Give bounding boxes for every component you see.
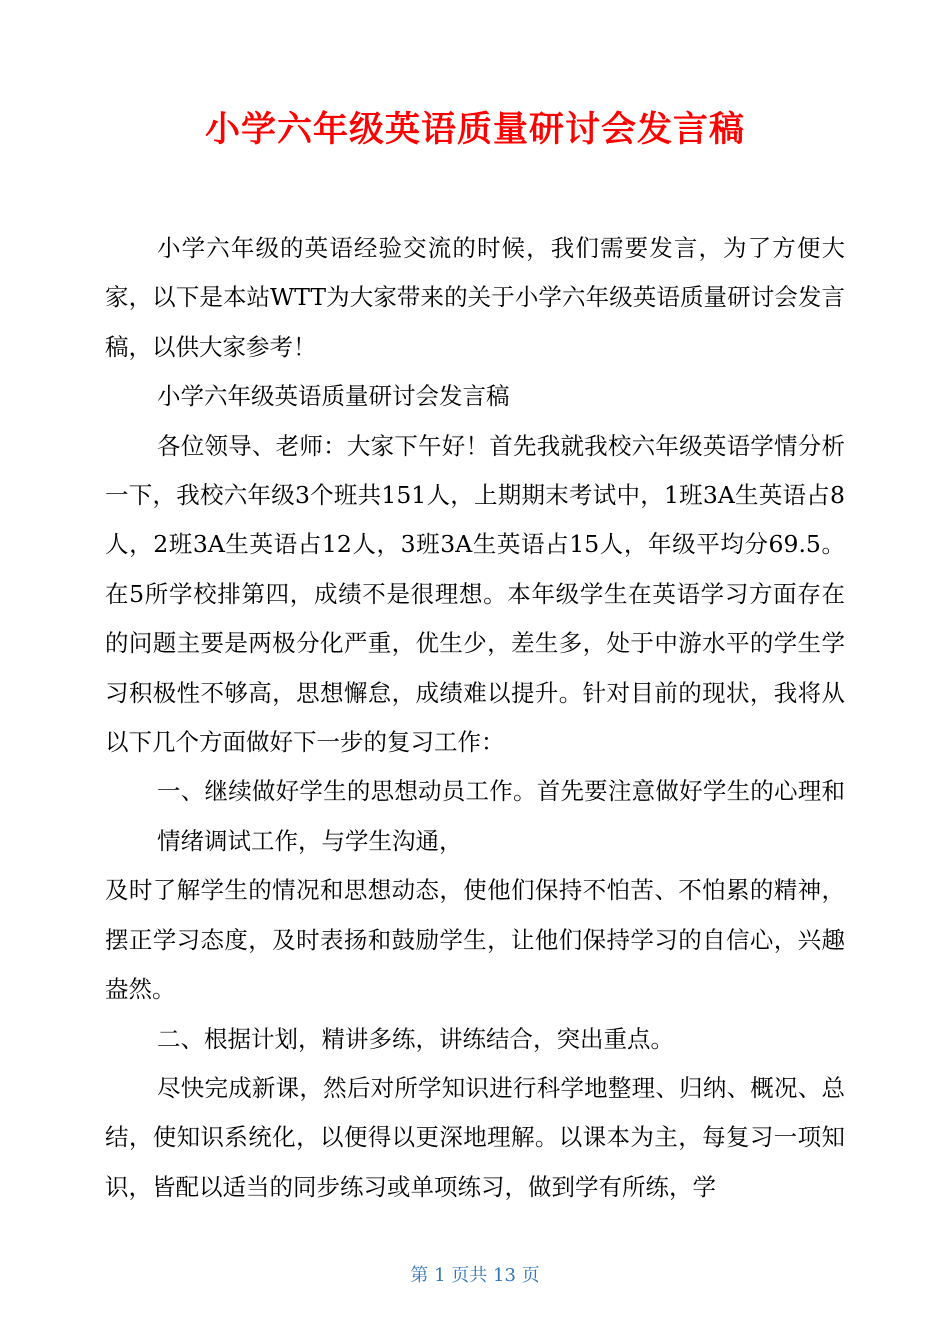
analysis-paragraph: 各位领导、老师：大家下午好！首先我就我校六年级英语学情分析一下，我校六年级3个班共151人，上期期末考试中，1班3A生英语占8人，2班3A生英语占12人，3班3A生英语占15人，年级平均分69.5。在5所学校排第四，成绩不是很理想。本年级学生在英语学习方面存在的问题主要是两极分化严重，优生少，差生多，处于中游水平的学生学习积极性不够高，思想懈怠，成绩难以提升。针对目前的现状，我将从以下几个方面做好下一步的复习工作： — [105, 431, 845, 757]
document-title: 小学六年级英语质量研讨会发言稿 — [204, 110, 745, 150]
point-two-detail-paragraph: 尽快完成新课，然后对所学知识进行科学地整理、归纳、概况、总结，使知识系统化，以便得以更深地理解。以课本为主，每复习一项知识，皆配以适当的同步练习或单项练习，做到学有所练，学 — [105, 1073, 845, 1201]
point-one-continued-paragraph: 及时了解学生的情况和思想动态，使他们保持不怕苦、不怕累的精神，摆正学习态度，及时表扬和鼓励学生，让他们保持学习的自信心，兴趣盎然。 — [105, 876, 845, 1004]
subtitle-paragraph: 小学六年级英语质量研讨会发言稿 — [157, 382, 510, 411]
intro-paragraph: 小学六年级的英语经验交流的时候，我们需要发言，为了方便大家，以下是本站WTT为大家带来的关于小学六年级英语质量研讨会发言稿，以供大家参考！ — [105, 234, 845, 361]
page-number-footer: 第 1 页共 13 页 — [410, 1265, 540, 1286]
point-two-paragraph: 二、根据计划，精讲多练，讲练结合，突出重点。 — [157, 1024, 674, 1053]
point-one-paragraph: 一、继续做好学生的思想动员工作。首先要注意做好学生的心理和情绪调试工作，与学生沟通， — [157, 777, 845, 855]
document-body — [105, 224, 845, 1212]
